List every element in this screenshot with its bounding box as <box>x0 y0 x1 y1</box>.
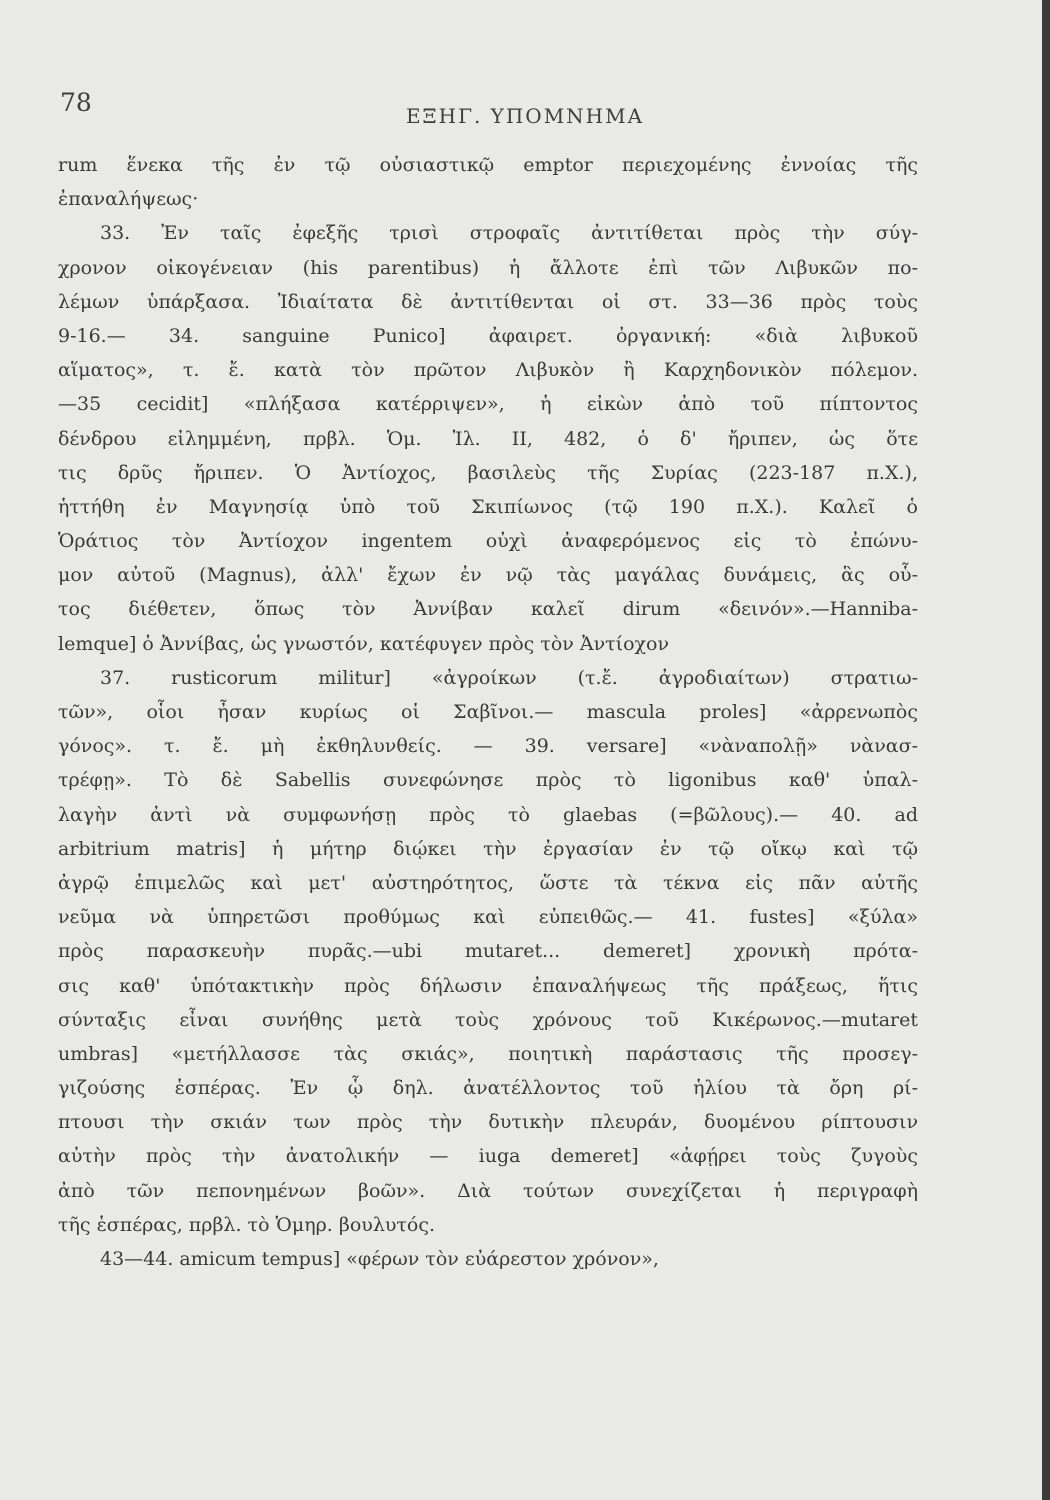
text-line: μον αὐτοῦ (Magnus), ἀλλ' ἔχων ἐν νῷ τὰς μαγάλας δυνάμεις, ἃς οὗ- <box>58 564 918 587</box>
page-edge-shadow <box>1042 0 1050 1500</box>
text-line: τῶν», οἷοι ἦσαν κυρίως οἱ Σαβῖνοι.— mascula proles] «ἀρρενωπὸς <box>58 701 918 723</box>
text-line: τῆς ἑσπέρας, πρβλ. τὸ Ὁμηρ. βουλυτός. <box>58 1213 436 1236</box>
text-line: σύνταξις εἶναι συνήθης μετὰ τοὺς χρόνους τοῦ Κικέρωνος.—mutaret <box>58 1008 918 1031</box>
text-line: νεῦμα νὰ ὑπηρετῶσι προθύμως καὶ εὐπειθῶς.— 41. fustes] «ξύλα» <box>58 906 918 929</box>
text-line: χρονον οἰκογένειαν (his parentibus) ἡ ἄλλοτε ἐπὶ τῶν Λιβυκῶν πο- <box>58 256 918 279</box>
page-number: 78 <box>60 88 92 117</box>
text-line: Ὁράτιος τὸν Ἀντίοχον ingentem οὐχὶ ἀναφερόμενος εἰς τὸ ἐπώνυ- <box>58 530 918 553</box>
text-line: τος διέθετεν, ὅπως τὸν Ἀννίβαν καλεῖ dirum «δεινόν».—Hanniba- <box>58 598 918 621</box>
text-line: umbras] «μετήλλασσε τὰς σκιάς», ποιητικὴ παράστασις τῆς προσεγ- <box>58 1042 918 1065</box>
text-line: lemque] ὁ Ἀννίβας, ὡς γνωστόν, κατέφυγεν πρὸς τὸν Ἀντίοχον <box>58 632 670 655</box>
text-line: δένδρου εἰλημμένη, πρβλ. Ὁμ. Ἰλ. II, 482, ὁ δ' ἤριπεν, ὡς ὅτε <box>58 427 918 450</box>
text-line: 33. Ἐν ταῖς ἐφεξῆς τρισὶ στροφαῖς ἀντιτίθεται πρὸς τὴν σύγ- <box>100 222 918 245</box>
text-line: 9-16.— 34. sanguine Punico] ἀφαιρετ. ὀργανική: «διὰ λιβυκοῦ <box>58 324 918 347</box>
text-line: 43—44. amicum tempus] «φέρων τὸν εὐάρεστον χρόνον», <box>100 1248 659 1270</box>
text-line: 37. rusticorum militur] «ἀγροίκων (τ.ἔ. ἀγροδιαίτων) στρατιω- <box>100 666 918 689</box>
text-line: ἡττήθη ἐν Μαγνησίᾳ ὑπὸ τοῦ Σκιπίωνος (τῷ 190 π.Χ.). Καλεῖ ὁ <box>58 495 918 518</box>
commentary-text <box>58 148 918 1276</box>
text-line: ἀγρῷ ἐπιμελῶς καὶ μετ' αὐστηρότητος, ὥστε τὰ τέκνα εἰς πᾶν αὐτῆς <box>58 871 918 894</box>
text-line: πρὸς παρασκευὴν πυρᾶς.—ubi mutaret... demeret] χρονικὴ πρότα- <box>58 940 918 963</box>
text-line: —35 cecidit] «πλήξασα κατέρριψεν», ἡ εἰκὼν ἀπὸ τοῦ πίπτοντος <box>58 393 918 416</box>
text-line: σις καθ' ὑπότακτικὴν πρὸς δήλωσιν ἐπαναλήψεως τῆς πράξεως, ἥτις <box>58 974 918 997</box>
text-line: τις δρῦς ἤριπεν. Ὁ Ἀντίοχος, βασιλεὺς τῆς Συρίας (223-187 π.Χ.), <box>58 461 918 484</box>
text-line: γιζούσης ἑσπέρας. Ἐν ᾧ δηλ. ἀνατέλλοντος τοῦ ἡλίου τὰ ὄρη ρί- <box>58 1077 918 1100</box>
text-line: αἵματος», τ. ἔ. κατὰ τὸν πρῶτον Λιβυκὸν ἢ Καρχηδονικὸν πόλεμον. <box>58 359 918 382</box>
text-line: αὐτὴν πρὸς τὴν ἀνατολικήν — iuga demeret] «ἀφῄρει τοὺς ζυγοὺς <box>58 1145 918 1168</box>
text-line: rum ἕνεκα τῆς ἐν τῷ οὐσιαστικῷ emptor περιεχομένης ἐννοίας τῆς <box>58 154 918 176</box>
running-head: ΕΞΗΓ. ΥΠΟΜΝΗΜΑ <box>405 104 645 128</box>
text-line: ἀπὸ τῶν πεπονημένων βοῶν». Διὰ τούτων συνεχίζεται ἡ περιγραφὴ <box>58 1179 918 1202</box>
text-line: ἐπαναλήψεως· <box>58 188 199 211</box>
text-line: γόνος». τ. ἔ. μὴ ἐκθηλυνθείς. — 39. versare] «νὰναπολῇ» νὰνασ- <box>58 735 918 758</box>
text-line: arbitrium matris] ἡ μήτηρ διῴκει τὴν ἐργασίαν ἐν τῷ οἴκῳ καὶ τῷ <box>58 837 918 860</box>
text-line: λέμων ὑπάρξασα. Ἰδιαίτατα δὲ ἀντιτίθενται οἱ στ. 33—36 πρὸς τοὺς <box>58 290 918 313</box>
text-line: πτουσι τὴν σκιάν των πρὸς τὴν δυτικὴν πλευράν, δυομένου ρίπτουσιν <box>58 1111 918 1134</box>
text-line: λαγὴν ἀντὶ νὰ συμφωνήσῃ πρὸς τὸ glaebas (=βῶλους).— 40. ad <box>58 803 918 826</box>
text-line: τρέφῃ». Τὸ δὲ Sabellis συνεφώνησε πρὸς τὸ ligonibus καθ' ὑπαλ- <box>58 769 918 792</box>
